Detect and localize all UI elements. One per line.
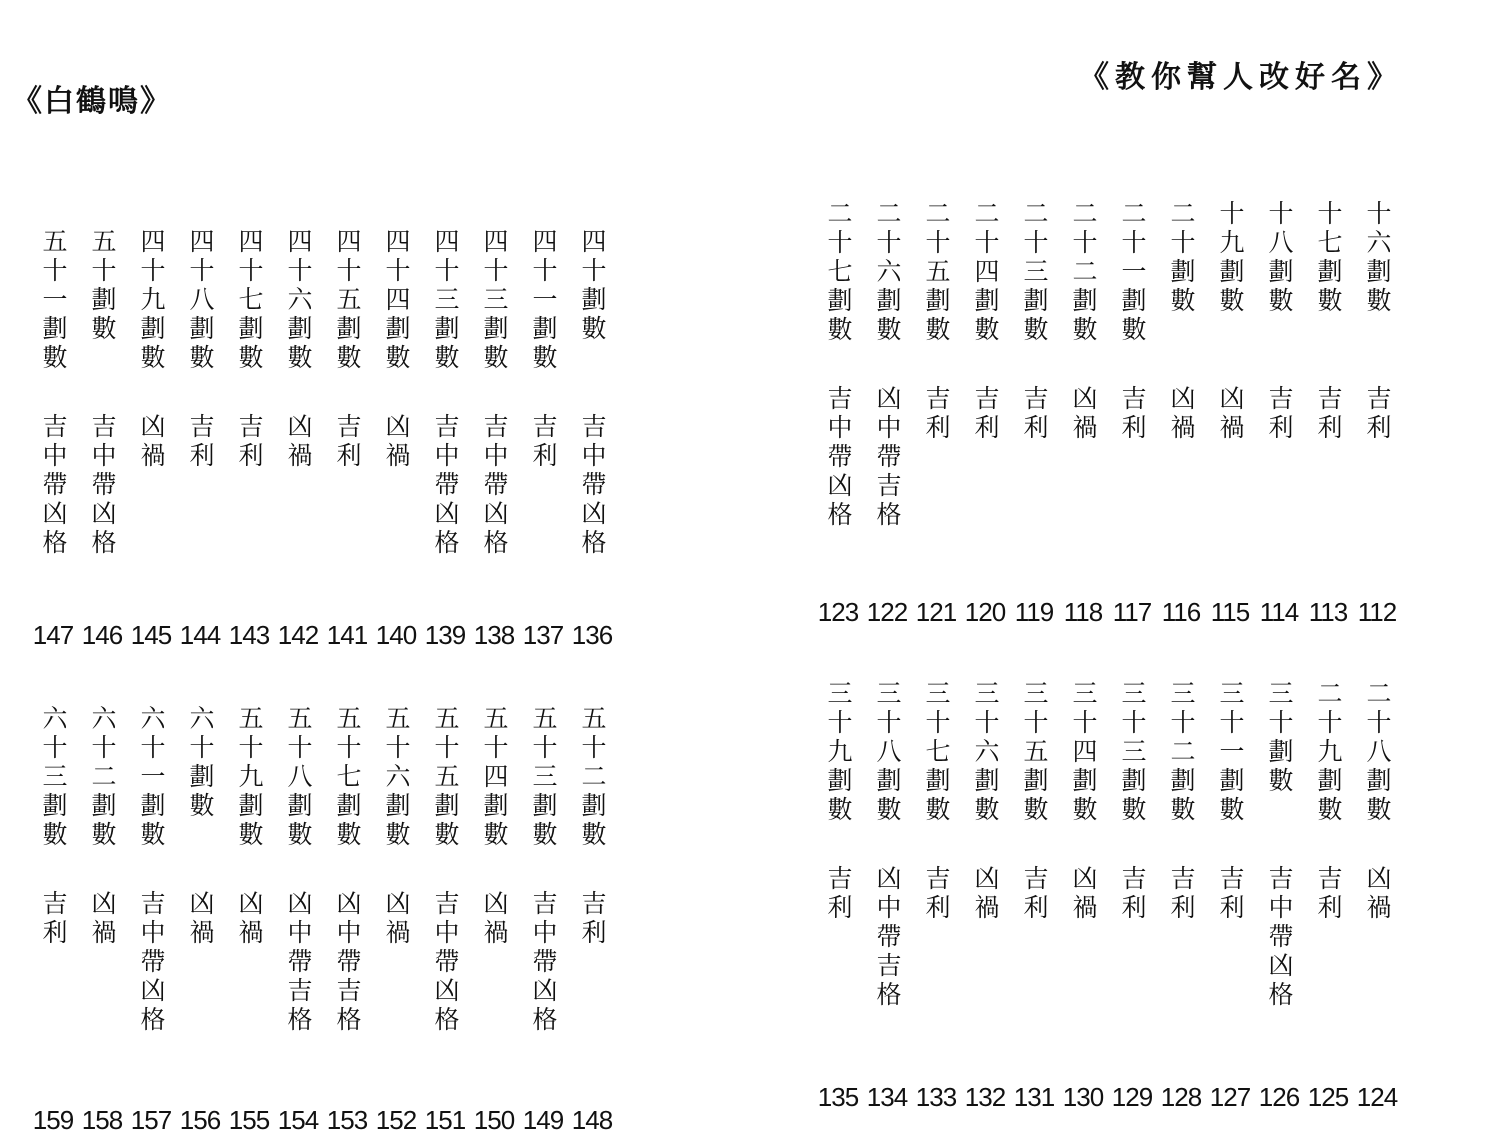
page-number: 114	[1259, 597, 1299, 627]
stroke-count-label: 五十八劃數	[284, 705, 313, 850]
fortune-label: 吉利	[1314, 385, 1343, 443]
page-number: 137	[522, 620, 564, 650]
stroke-count-label: 二十五劃數	[922, 200, 951, 345]
stroke-count-label: 二十三劃數	[1020, 200, 1049, 345]
fortune-label: 吉利	[824, 865, 853, 923]
page-number: 138	[473, 620, 515, 650]
stroke-entry	[1259, 680, 1308, 1110]
stroke-entry	[327, 228, 376, 658]
page-number: 112	[1357, 597, 1397, 627]
stroke-count-label: 四十七劃數	[235, 228, 264, 373]
stroke-count-label: 四十三劃數	[431, 228, 460, 373]
stroke-table-16-27	[818, 200, 1406, 630]
stroke-entry	[1112, 680, 1161, 1110]
page-number: 129	[1111, 1082, 1153, 1112]
fortune-label: 凶禍	[1216, 385, 1245, 443]
stroke-count-label: 四十六劃數	[284, 228, 313, 373]
stroke-entry	[131, 228, 180, 658]
stroke-count-label: 五十四劃數	[480, 705, 509, 850]
stroke-entry	[180, 228, 229, 658]
page-number: 124	[1356, 1082, 1398, 1112]
fortune-label: 凶禍	[1069, 865, 1098, 923]
stroke-count-label: 四十八劃數	[186, 228, 215, 373]
stroke-entry	[916, 680, 965, 1110]
stroke-count-label: 三十五劃數	[1020, 680, 1049, 825]
stroke-count-label: 三十二劃數	[1167, 680, 1196, 825]
page-number: 125	[1307, 1082, 1349, 1112]
stroke-entry	[867, 200, 916, 630]
page-number: 154	[277, 1105, 319, 1135]
fortune-label: 吉利	[333, 413, 362, 471]
stroke-entry	[82, 228, 131, 658]
stroke-count-label: 三十七劃數	[922, 680, 951, 825]
stroke-entry	[867, 680, 916, 1110]
stroke-entry	[425, 705, 474, 1135]
page-number: 157	[130, 1105, 172, 1135]
stroke-entry	[425, 228, 474, 658]
stroke-entry	[180, 705, 229, 1135]
fortune-label: 吉利	[1020, 385, 1049, 443]
stroke-count-label: 三十劃數	[1265, 680, 1294, 796]
fortune-label: 凶中帶吉格	[333, 890, 362, 1035]
stroke-count-label: 三十九劃數	[824, 680, 853, 825]
stroke-entry	[1161, 680, 1210, 1110]
stroke-entry	[82, 705, 131, 1135]
fortune-label: 凶禍	[235, 890, 264, 948]
stroke-entry	[1259, 200, 1308, 630]
stroke-entry	[1308, 680, 1357, 1110]
fortune-label: 吉利	[1216, 865, 1245, 923]
page-number: 140	[375, 620, 417, 650]
page-number: 123	[817, 597, 859, 627]
stroke-count-label: 三十四劃數	[1069, 680, 1098, 825]
stroke-entry	[1161, 200, 1210, 630]
stroke-entry	[572, 228, 621, 658]
fortune-label: 吉利	[1020, 865, 1049, 923]
stroke-entry	[818, 200, 867, 630]
fortune-label: 吉中帶凶格	[1265, 865, 1294, 1010]
page-number: 142	[277, 620, 319, 650]
page-number: 159	[32, 1105, 74, 1135]
stroke-entry	[1210, 680, 1259, 1110]
stroke-entry	[327, 705, 376, 1135]
page-number: 121	[915, 597, 957, 627]
page-number: 120	[964, 597, 1006, 627]
fortune-label: 凶禍	[382, 413, 411, 471]
fortune-label: 吉利	[1118, 385, 1147, 443]
fortune-label: 吉利	[1265, 385, 1294, 443]
page-number: 122	[866, 597, 908, 627]
page-number: 150	[473, 1105, 515, 1135]
stroke-entry	[965, 680, 1014, 1110]
page-number: 119	[1014, 597, 1054, 627]
page-number: 139	[424, 620, 466, 650]
fortune-label: 吉利	[235, 413, 264, 471]
page-number: 156	[179, 1105, 221, 1135]
stroke-count-label: 五十七劃數	[333, 705, 362, 850]
page-number: 144	[179, 620, 221, 650]
page-number: 134	[866, 1082, 908, 1112]
stroke-count-label: 四十九劃數	[137, 228, 166, 373]
fortune-label: 凶禍	[88, 890, 117, 948]
page-number: 148	[571, 1105, 613, 1135]
stroke-entry	[33, 705, 82, 1135]
stroke-table-28-39	[818, 680, 1406, 1110]
stroke-entry	[1308, 200, 1357, 630]
page-number: 149	[522, 1105, 564, 1135]
stroke-entry	[523, 705, 572, 1135]
page-number: 135	[817, 1082, 859, 1112]
stroke-entry	[572, 705, 621, 1135]
fortune-label: 吉中帶凶格	[39, 413, 68, 558]
page-number: 147	[32, 620, 74, 650]
stroke-entry	[229, 228, 278, 658]
stroke-entry	[474, 228, 523, 658]
stroke-count-label: 十九劃數	[1216, 200, 1245, 316]
stroke-count-label: 五十六劃數	[382, 705, 411, 850]
stroke-entry	[278, 228, 327, 658]
fortune-label: 吉中帶凶格	[137, 890, 166, 1035]
stroke-count-label: 三十一劃數	[1216, 680, 1245, 825]
fortune-label: 吉利	[971, 385, 1000, 443]
fortune-label: 吉利	[39, 890, 68, 948]
fortune-label: 吉中帶凶格	[480, 413, 509, 558]
stroke-entry	[818, 680, 867, 1110]
stroke-entry	[33, 228, 82, 658]
fortune-label: 凶禍	[971, 865, 1000, 923]
stroke-entry	[1014, 200, 1063, 630]
fortune-label: 吉中帶凶格	[88, 413, 117, 558]
fortune-label: 吉利	[922, 385, 951, 443]
fortune-label: 吉利	[529, 413, 558, 471]
page-number: 146	[81, 620, 123, 650]
stroke-count-label: 二十九劃數	[1314, 680, 1343, 825]
page-number: 131	[1013, 1082, 1055, 1112]
page-number: 117	[1112, 597, 1152, 627]
page-number: 141	[326, 620, 368, 650]
page-number: 116	[1161, 597, 1201, 627]
page-number: 143	[228, 620, 270, 650]
fortune-label: 凶禍	[284, 413, 313, 471]
fortune-label: 吉中帶凶格	[431, 413, 460, 558]
fortune-label: 吉利	[1118, 865, 1147, 923]
fortune-label: 凶中帶吉格	[873, 865, 902, 1010]
stroke-count-label: 十七劃數	[1314, 200, 1343, 316]
page-number: 136	[571, 620, 613, 650]
stroke-count-label: 二十八劃數	[1363, 680, 1392, 825]
fortune-label: 凶禍	[137, 413, 166, 471]
fortune-label: 吉中帶凶格	[529, 890, 558, 1035]
stroke-entry	[474, 705, 523, 1135]
fortune-label: 吉利	[922, 865, 951, 923]
stroke-entry	[916, 200, 965, 630]
fortune-label: 凶中帶吉格	[873, 385, 902, 530]
stroke-count-label: 四十四劃數	[382, 228, 411, 373]
stroke-entry	[1357, 200, 1406, 630]
fortune-label: 吉中帶凶格	[824, 385, 853, 530]
stroke-count-label: 五十二劃數	[578, 705, 607, 850]
stroke-entry	[1357, 680, 1406, 1110]
stroke-count-label: 六十二劃數	[88, 705, 117, 850]
fortune-label: 吉中帶凶格	[431, 890, 460, 1035]
stroke-count-label: 五十一劃數	[39, 228, 68, 373]
stroke-count-label: 二十七劃數	[824, 200, 853, 345]
stroke-entry	[131, 705, 180, 1135]
stroke-count-label: 二十六劃數	[873, 200, 902, 345]
page-number: 152	[375, 1105, 417, 1135]
stroke-count-label: 四十劃數	[578, 228, 607, 344]
fortune-label: 凶禍	[1363, 865, 1392, 923]
page-number: 127	[1209, 1082, 1251, 1112]
fortune-label: 凶禍	[1167, 385, 1196, 443]
stroke-count-label: 四十一劃數	[529, 228, 558, 373]
page-number: 151	[424, 1105, 466, 1135]
stroke-count-label: 五十三劃數	[529, 705, 558, 850]
fortune-label: 凶禍	[382, 890, 411, 948]
fortune-label: 吉利	[186, 413, 215, 471]
stroke-entry	[278, 705, 327, 1135]
stroke-entry	[523, 228, 572, 658]
page-number: 130	[1062, 1082, 1104, 1112]
fortune-label: 凶禍	[186, 890, 215, 948]
stroke-count-label: 四十三劃數	[480, 228, 509, 373]
stroke-count-label: 六十劃數	[186, 705, 215, 821]
page-number: 133	[915, 1082, 957, 1112]
page-number: 145	[130, 620, 172, 650]
stroke-count-label: 三十三劃數	[1118, 680, 1147, 825]
stroke-table-40-51	[33, 228, 621, 658]
page-number: 153	[326, 1105, 368, 1135]
fortune-label: 吉利	[1167, 865, 1196, 923]
fortune-label: 凶中帶吉格	[284, 890, 313, 1035]
stroke-count-label: 四十五劃數	[333, 228, 362, 373]
fortune-label: 凶禍	[480, 890, 509, 948]
book-title-left: 《白鶴鳴》	[12, 84, 172, 119]
fortune-label: 吉中帶凶格	[578, 413, 607, 558]
fortune-label: 吉利	[578, 890, 607, 948]
book-title-right: 《教你幫人改好名》	[1079, 60, 1403, 95]
stroke-entry	[1014, 680, 1063, 1110]
stroke-entry	[1063, 200, 1112, 630]
page-number: 113	[1308, 597, 1348, 627]
stroke-count-label: 五十劃數	[88, 228, 117, 344]
stroke-entry	[376, 228, 425, 658]
page-number: 128	[1160, 1082, 1202, 1112]
stroke-count-label: 二十劃數	[1167, 200, 1196, 316]
stroke-entry	[229, 705, 278, 1135]
stroke-entry	[1112, 200, 1161, 630]
page-number: 132	[964, 1082, 1006, 1112]
stroke-count-label: 十六劃數	[1363, 200, 1392, 316]
stroke-count-label: 二十四劃數	[971, 200, 1000, 345]
stroke-count-label: 三十六劃數	[971, 680, 1000, 825]
fortune-label: 吉利	[1363, 385, 1392, 443]
stroke-count-label: 六十一劃數	[137, 705, 166, 850]
page-number: 155	[228, 1105, 270, 1135]
stroke-count-label: 五十九劃數	[235, 705, 264, 850]
stroke-count-label: 二十二劃數	[1069, 200, 1098, 345]
stroke-count-label: 三十八劃數	[873, 680, 902, 825]
page-number: 126	[1258, 1082, 1300, 1112]
stroke-count-label: 五十五劃數	[431, 705, 460, 850]
stroke-entry	[1210, 200, 1259, 630]
page-number: 118	[1063, 597, 1103, 627]
fortune-label: 吉利	[1314, 865, 1343, 923]
fortune-label: 凶禍	[1069, 385, 1098, 443]
page-number: 115	[1210, 597, 1250, 627]
stroke-entry	[965, 200, 1014, 630]
page-number: 158	[81, 1105, 123, 1135]
stroke-count-label: 二十一劃數	[1118, 200, 1147, 345]
stroke-count-label: 十八劃數	[1265, 200, 1294, 316]
stroke-count-label: 六十三劃數	[39, 705, 68, 850]
stroke-entry	[376, 705, 425, 1135]
stroke-entry	[1063, 680, 1112, 1110]
stroke-table-52-63	[33, 705, 621, 1135]
